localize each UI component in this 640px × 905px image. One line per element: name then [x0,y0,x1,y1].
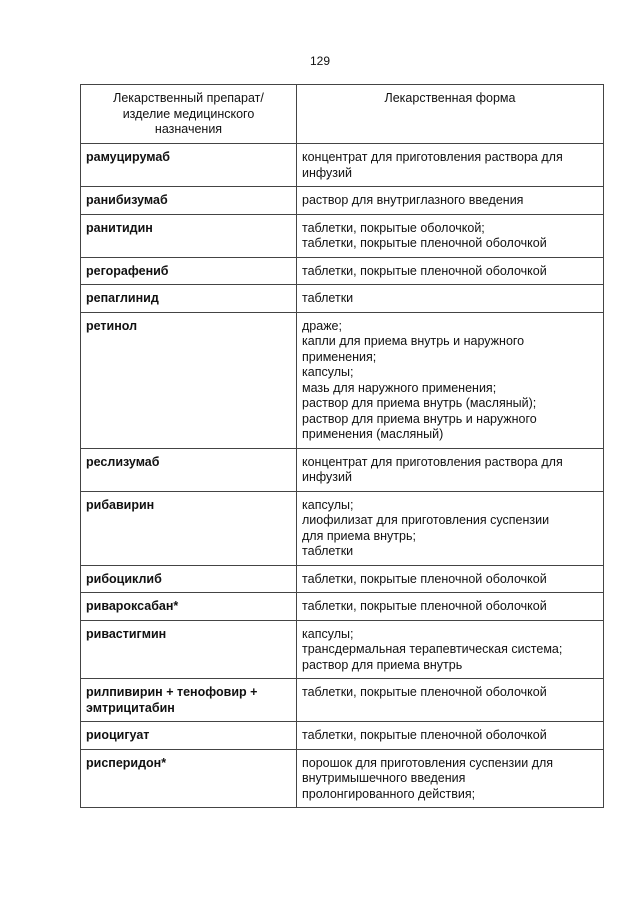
header-drug-line: назначения [154,122,223,136]
drug-name-cell [81,565,297,593]
table-row [81,187,604,215]
dosage-form-line: мазь для наружного применения; [302,380,497,395]
table-row [81,285,604,313]
table-row [81,749,604,808]
table-row [81,257,604,285]
dosage-form-line: драже; [302,318,342,333]
drug-name-line: риоцигуат [86,728,150,742]
drug-name-line: ранибизумаб [86,193,168,207]
dosage-form-line: таблетки, покрытые пленочной оболочкой [302,599,547,613]
table-row [81,722,604,750]
dosage-form-line: для приема внутрь; [302,528,416,543]
header-form [297,85,604,144]
dosage-form-line: раствор для приема внутрь и наружного [302,411,537,426]
page-number: 129 [309,54,331,68]
dosage-form-cell [297,285,604,313]
table-row [81,593,604,621]
dosage-form-cell [297,593,604,621]
header-drug-line: Лекарственный препарат/ [113,91,264,105]
dosage-form-line: таблетки [302,291,354,305]
drug-name-line: эмтрицитабин [86,700,175,715]
dosage-form-line: таблетки, покрытые пленочной оболочкой [302,685,547,699]
dosage-form-line: применения; [302,349,377,364]
drug-name-cell [81,722,297,750]
dosage-form-cell [297,312,604,448]
header-drug [81,85,297,144]
drug-name-line: ривароксабан* [86,599,179,613]
dosage-form-line: внутримышечного введения [302,771,466,785]
drug-name-cell [81,448,297,491]
drug-name-line: репаглинид [86,291,159,305]
dosage-form-line: раствор для внутриглазного введения [302,193,524,207]
dosage-form-line: применения (масляный) [302,427,444,441]
dosage-form-line: капсулы; [302,497,354,512]
dosage-form-line: инфузий [302,165,352,180]
drug-name-line: ривастигмин [86,626,167,641]
dosage-form-cell [297,620,604,679]
drug-name-line: регорафениб [86,263,169,278]
table-row [81,620,604,679]
drug-name-line: рибавирин [86,497,155,512]
dosage-form-cell [297,722,604,750]
table-row [81,312,604,448]
dosage-form-line: таблетки, покрытые оболочкой; [302,220,485,235]
header-form-line: Лекарственная форма [384,91,516,105]
table-row [81,491,604,565]
drug-name-line: рамуцирумаб [86,150,171,164]
dosage-form-line: раствор для приема внутрь (масляный); [302,396,537,410]
table-row [81,144,604,187]
dosage-form-line: пролонгированного действия; [302,786,476,801]
drug-name-line: рисперидон* [86,755,167,770]
drug-name-cell [81,679,297,722]
dosage-form-cell [297,749,604,808]
table-body [81,144,604,808]
drug-name-cell [81,312,297,448]
dosage-form-line: концентрат для приготовления раствора для [302,454,563,469]
drug-name-line: реслизумаб [86,454,160,469]
dosage-form-line: капсулы; [302,626,354,641]
drug-name-cell [81,144,297,187]
dosage-form-line: капли для приема внутрь и наружного [302,334,525,348]
dosage-form-cell [297,491,604,565]
dosage-form-cell [297,187,604,215]
dosage-form-line: инфузий [302,470,352,484]
drug-name-cell [81,214,297,257]
dosage-form-line: таблетки, покрытые пленочной оболочкой [302,571,547,586]
drug-name-cell [81,257,297,285]
dosage-form-line: капсулы; [302,365,354,379]
dosage-form-cell [297,144,604,187]
drug-name-cell [81,187,297,215]
drug-name-cell [81,620,297,679]
dosage-form-cell [297,679,604,722]
header-drug-line: изделие медицинского [122,106,255,121]
dosage-form-cell [297,257,604,285]
dosage-form-line: таблетки [302,544,354,558]
dosage-form-line: таблетки, покрытые пленочной оболочкой [302,236,547,250]
table-row [81,448,604,491]
drug-name-line: рилпивирин + тенофовир + [86,685,258,699]
dosage-form-line: таблетки, покрытые пленочной оболочкой [302,728,547,742]
drug-name-cell [81,285,297,313]
drug-name-line: рибоциклиб [86,571,162,586]
dosage-form-cell [297,565,604,593]
table-row [81,214,604,257]
dosage-form-line: лиофилизат для приготовления суспензии [302,513,550,527]
table-row [81,565,604,593]
table-header-row [81,85,604,144]
drug-name-cell [81,593,297,621]
drug-table [80,84,604,808]
drug-name-cell [81,749,297,808]
dosage-form-line: таблетки, покрытые пленочной оболочкой [302,263,547,278]
dosage-form-cell [297,214,604,257]
drug-name-cell [81,491,297,565]
dosage-form-cell [297,448,604,491]
dosage-form-line: порошок для приготовления суспензии для [302,755,554,770]
drug-name-line: ретинол [86,318,138,333]
dosage-form-line: раствор для приема внутрь [302,657,463,672]
table-row [81,679,604,722]
dosage-form-line: трансдермальная терапевтическая система; [302,642,563,656]
dosage-form-line: концентрат для приготовления раствора для [302,150,563,164]
drug-name-line: ранитидин [86,220,153,235]
